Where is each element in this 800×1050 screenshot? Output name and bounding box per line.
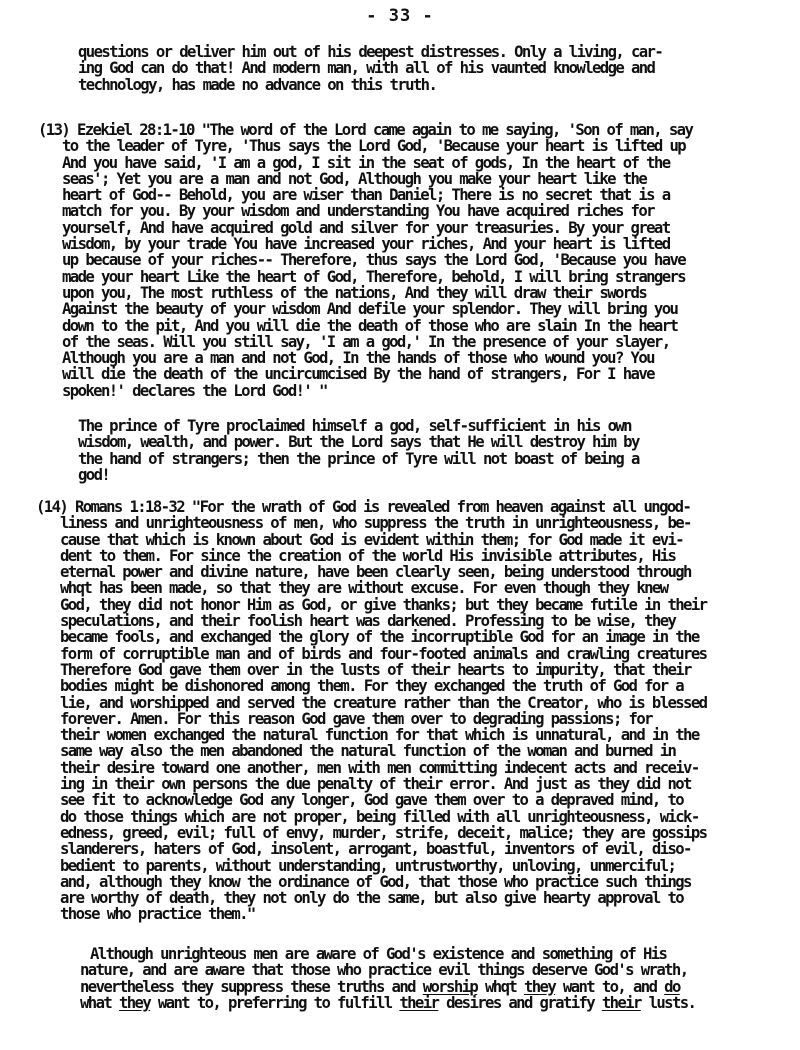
text-run: whqt: [477, 977, 524, 996]
section-heading-line: [36, 499, 706, 515]
text-line: lie, and worshipped and served the creature rather than the Creator, who is blessed: [60, 693, 707, 712]
section-14-passage: [36, 499, 706, 923]
section-14-commentary: [80, 946, 695, 1011]
text-line: bodies might be dishonored among them. For they exchanged the truth of God for a: [60, 677, 684, 696]
text-line: cause that which is known about God is evident within them; for God made it evi-: [60, 530, 684, 549]
text-line: forever. Amen. For this reason God gave them over to degrading passions; for: [60, 709, 652, 728]
text-line: liness and unrighteousness of men, who suppress the truth in unrighteousness, be-: [60, 514, 691, 533]
text-line: edness, greed, evil; full of envy, murder, strife, deceit, malice; they are gossips: [60, 823, 707, 842]
text-line: wisdom, by your trade You have increased your riches, And your heart is lifted: [62, 235, 670, 254]
passage-body: [38, 138, 692, 399]
text-line: [80, 979, 695, 995]
text-line: form of corruptible man and of birds and four-footed animals and crawling creatures: [60, 644, 707, 663]
section-13-passage: [38, 122, 692, 399]
text-line: "For the wrath of God is revealed from heaven against all ungod-: [184, 498, 691, 516]
text-line: Although unrighteous men are aware of God's existence and something of His: [90, 945, 667, 963]
scripture-reference: Ezekiel 28:1-10: [76, 121, 194, 139]
text-line: bedient to parents, without understanding, untrustworthy, unloving, unmerciful;: [60, 856, 676, 875]
text-line: of the seas. Will you still say, 'I am a god,' In the presence of your slayer,: [62, 332, 670, 351]
text-line: ing in their own persons the due penalty of their error. And just as they did not: [60, 775, 691, 794]
text-line: to the leader of Tyre, 'Thus says the Lord God, 'Because your heart is lifted up: [62, 137, 686, 156]
text-line: technology, has made no advance on this truth.: [78, 75, 437, 94]
text-line: the hand of strangers; then the prince of Tyre will not boast of being a: [78, 449, 639, 468]
text-line: are worthy of death, they not only do the same, but also give hearty approval to: [60, 889, 684, 908]
text-line: and, although they know the ordinance of God, that those who practice such things: [60, 872, 691, 891]
text-line: will die the death of the uncircumcised By the hand of strangers, For I have: [62, 365, 654, 384]
text-run: what: [80, 993, 119, 1012]
section-heading-line: [38, 122, 692, 138]
text-line: their women exchanged the natural function for that which is unnatural, and in the: [60, 726, 699, 745]
text-line: And you have said, 'I am a god, I sit in the seat of gods, In the heart of the: [62, 153, 670, 172]
text-run: lusts.: [640, 993, 696, 1012]
text-run: desires and gratify: [438, 993, 602, 1012]
text-line: match for you. By your wisdom and understanding You have acquired riches for: [62, 202, 654, 221]
text-line: upon you, The most ruthless of the nations, And they will draw their swords: [62, 283, 647, 302]
text-line: Although you are a man and not God, In the hands of those who wound you? You: [62, 349, 654, 368]
text-line: do those things which are not proper, being filled with all unrighteousness, wick-: [60, 807, 699, 826]
passage-body: [36, 515, 706, 922]
text-run: want to, and: [555, 977, 665, 996]
underlined-word: do: [664, 977, 680, 996]
underlined-word: worship: [422, 977, 478, 996]
text-line: "The word of the Lord came again to me saying, 'Son of man, say: [193, 121, 693, 139]
text-run: want to, preferring to fulfill: [150, 993, 400, 1012]
text-line: their desire toward one another, men with men committing indecent acts and receiv-: [60, 758, 699, 777]
text-line: those who practice them.": [60, 905, 255, 924]
text-line: dent to them. For since the creation of the world His invisible attributes, His: [60, 546, 676, 565]
underlined-word: they: [118, 993, 151, 1012]
text-line: slanderers, haters of God, insolent, arrogant, boastful, inventors of evil, diso-: [60, 840, 691, 859]
text-line: same way also the men abandoned the natural function of the woman and burned in: [60, 742, 676, 761]
text-line: The prince of Tyre proclaimed himself a god, self-sufficient in his own: [78, 417, 631, 435]
text-line: down to the pit, And you will die the death of those who are slain In the heart: [62, 316, 678, 335]
text-line: spoken!' declares the Lord God!' ": [62, 381, 327, 400]
text-line: god!: [78, 465, 110, 484]
text-line: Therefore God gave them over in the lusts of their hearts to impurity, that their: [60, 660, 691, 679]
text-line: ing God can do that! And modern man, with all of his vaunted knowledge and: [78, 59, 655, 78]
text-line: up because of your riches-- Therefore, thus says the Lord God, 'Because you have: [62, 251, 686, 270]
text-line: God, they did not honor Him as God, or give thanks; but they became futile in their: [60, 595, 707, 614]
section-number: (14): [36, 498, 68, 516]
underlined-word: their: [601, 993, 641, 1012]
text-line: [80, 995, 695, 1011]
text-line: heart of God-- Behold, you are wiser than Daniel; There is no secret that is a: [62, 186, 670, 205]
text-run: nevertheless they suppress these truths and: [80, 977, 423, 996]
text-line: yourself, And have acquired gold and silver for your treasuries. By your great: [62, 218, 670, 237]
scripture-reference: Romans 1:18-32: [74, 498, 184, 516]
text-line: seas'; Yet you are a man and not God, Although you make your heart like the: [62, 169, 647, 188]
intro-paragraph: [78, 44, 662, 93]
section-number: (13): [38, 121, 70, 139]
text-line: nature, and are aware that those who practice evil things deserve God's wrath,: [80, 961, 688, 980]
text-line: made your heart Like the heart of God, Therefore, behold, I will bring strangers: [62, 267, 686, 286]
text-line: eternal power and divine nature, have been clearly seen, being understood through: [60, 563, 691, 582]
text-line: whqt has been made, so that they are without excuse. For even though they knew: [60, 579, 668, 598]
text-line: speculations, and their foolish heart was darkened. Professing to be wise, they: [60, 612, 676, 631]
underlined-word: their: [399, 993, 439, 1012]
text-line: questions or deliver him out of his deepest distresses. Only a living, car-: [78, 43, 663, 61]
text-line: see fit to acknowledge God any longer, God gave them over to a depraved mind, to: [60, 791, 684, 810]
text-line: became fools, and exchanged the glory of the incorruptible God for an image in the: [60, 628, 699, 647]
text-line: Against the beauty of your wisdom And defile your splendor. They will bring you: [62, 300, 678, 319]
section-13-commentary: [78, 418, 639, 483]
text-line: wisdom, wealth, and power. But the Lord says that He will destroy him by: [78, 433, 639, 452]
page-number: - 33 -: [366, 6, 434, 26]
underlined-word: they: [523, 977, 556, 996]
